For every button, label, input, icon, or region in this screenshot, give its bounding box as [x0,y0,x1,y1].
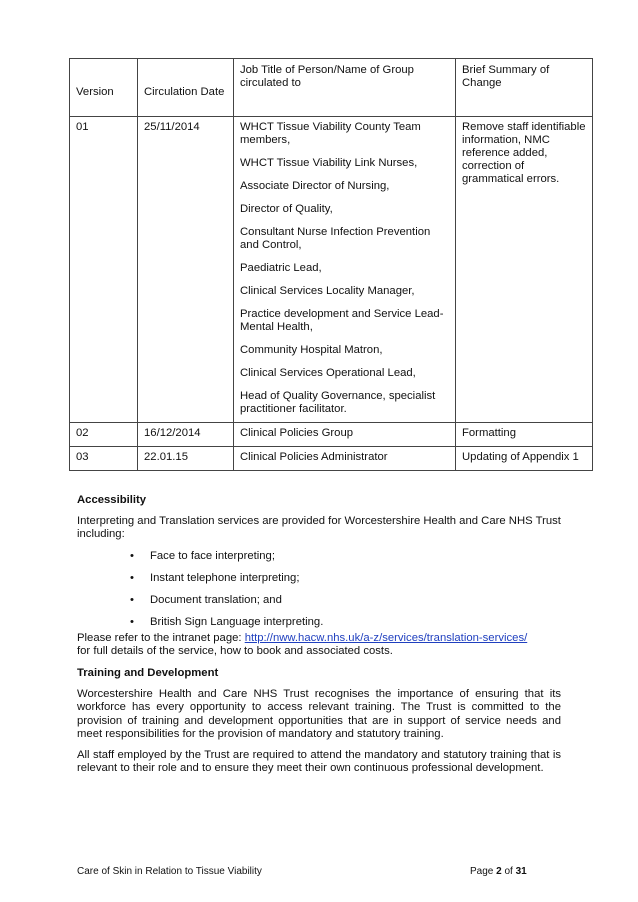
cell-date: 22.01.15 [138,447,234,471]
translation-services-link[interactable]: http://nww.hacw.nhs.uk/a-z/services/translation-services/ [244,632,528,644]
cell-summary: Formatting [456,423,593,447]
cell-recipients [234,117,456,423]
header-job-title: Job Title of Person/Name of Group circulated to [234,59,456,117]
recipient: Practice development and Service Lead- Mental Health, [240,308,444,333]
recipient: Community Hospital Matron, [240,344,383,356]
table-row [70,447,593,471]
bullet-icon: • [130,616,134,628]
cell-recipients: Clinical Policies Administrator [234,447,456,471]
recipient: Director of Quality, [240,203,333,215]
table-row [70,117,593,423]
footer-title: Care of Skin in Relation to Tissue Viability [77,866,262,877]
cell-version: 01 [70,117,138,423]
bullet-icon: • [130,572,134,584]
recipient: Associate Director of Nursing, [240,180,390,192]
recipient: Head of Quality Governance, specialist practitioner facilitator. [240,390,436,415]
accessibility-heading: Accessibility [77,494,147,506]
table-header-row [70,59,593,117]
list-item: • Document translation; and [130,594,282,606]
cell-date: 25/11/2014 [138,117,234,423]
list-item: • British Sign Language interpreting. [130,616,324,628]
bullet-icon: • [130,594,134,606]
recipient: Consultant Nurse Infection Prevention and Control, [240,226,431,251]
intranet-reference [77,632,561,659]
cell-date: 16/12/2014 [138,423,234,447]
cell-summary: Updating of Appendix 1 [456,447,593,471]
accessibility-intro: Interpreting and Translation services are provided for Worcestershire Health and Care NHS Trust including: [77,515,561,541]
page-number: Page 2 of 31 [470,866,527,877]
list-item: • Face to face interpreting; [130,550,275,562]
circulation-table [69,58,593,471]
table-row [70,423,593,447]
training-paragraph-1: Worcestershire Health and Care NHS Trust recognises the importance of ensuring that its workforce has every opportunity to access relevant training. The Trust is committed to the provision of training and development opportunities that are in support of service needs and meet responsibilities for the provision of mandatory and statutory training. [77,688,561,741]
list-item: • Instant telephone interpreting; [130,572,300,584]
training-paragraph-2: All staff employed by the Trust are required to attend the mandatory and statutory training that is relevant to their role and to ensure they meet their own continuous professional development. [77,749,561,775]
refer-text: Please refer to the intranet page: [77,632,245,644]
header-circulation-date: Circulation Date [138,59,234,117]
training-heading: Training and Development [77,667,219,679]
recipient: WHCT Tissue Viability Link Nurses, [240,157,418,169]
cell-version: 02 [70,423,138,447]
recipient: Paediatric Lead, [240,262,322,274]
refer-suffix: for full details of the service, how to book and associated costs. [77,645,393,658]
recipient: Clinical Services Operational Lead, [240,367,416,379]
recipient: Clinical Services Locality Manager, [240,285,415,297]
cell-summary: Remove staff identifiable information, NMC reference added, correction of grammatical errors. [456,117,593,423]
cell-version: 03 [70,447,138,471]
cell-recipients: Clinical Policies Group [234,423,456,447]
recipient: WHCT Tissue Viability County Team members, [240,121,421,146]
header-summary: Brief Summary of Change [456,59,593,117]
service-list [130,550,323,638]
header-version: Version [70,59,138,117]
bullet-icon: • [130,550,134,562]
